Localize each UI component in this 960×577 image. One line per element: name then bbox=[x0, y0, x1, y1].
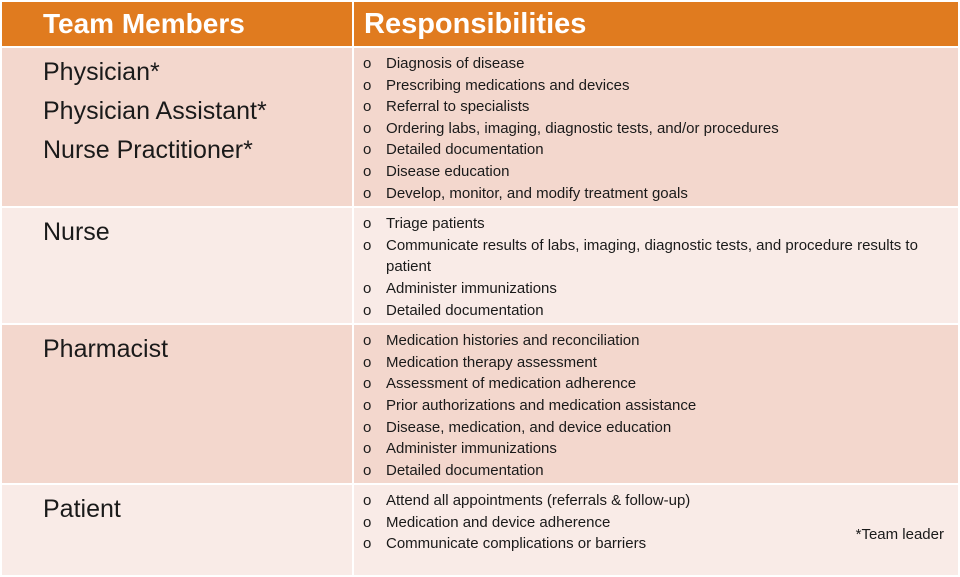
bullet-icon: o bbox=[363, 279, 372, 297]
bullet-icon: o bbox=[363, 76, 372, 94]
team-member-name: Nurse Practitioner* bbox=[43, 136, 253, 164]
team-leader-footnote: *Team leader bbox=[855, 526, 944, 543]
bullet-icon: o bbox=[363, 492, 372, 510]
responsibilities-cell bbox=[354, 48, 958, 206]
table-row bbox=[2, 208, 958, 323]
responsibility-item: o Detailed documentation bbox=[363, 300, 952, 322]
responsibility-item: o Prior authorizations and medication assistance bbox=[363, 395, 952, 417]
responsibility-item: o Diagnosis of disease bbox=[363, 53, 952, 75]
table-header-row bbox=[2, 2, 958, 46]
bullet-icon: o bbox=[363, 184, 372, 202]
responsibility-item: o Medication and device adherence bbox=[363, 512, 952, 534]
table-row bbox=[2, 325, 958, 483]
table-row bbox=[2, 485, 958, 575]
team-member-cell bbox=[2, 485, 352, 575]
team-member-name: Pharmacist bbox=[43, 335, 169, 364]
responsibility-item: o Develop, monitor, and modify treatment goals bbox=[363, 183, 952, 205]
team-member-cell bbox=[2, 48, 352, 206]
team-member-cell bbox=[2, 208, 352, 323]
table-row bbox=[2, 48, 958, 206]
bullet-icon: o bbox=[363, 535, 372, 553]
header-responsibilities: Responsibilities bbox=[354, 2, 958, 46]
responsibility-item: o Ordering labs, imaging, diagnostic tests, and/or procedures bbox=[363, 118, 952, 140]
responsibility-item: o Detailed documentation bbox=[363, 460, 952, 482]
responsibility-item: o Medication therapy assessment bbox=[363, 352, 952, 374]
bullet-icon: o bbox=[363, 375, 372, 393]
header-team-members: Team Members bbox=[2, 2, 352, 46]
bullet-icon: o bbox=[363, 141, 372, 159]
bullet-icon: o bbox=[363, 461, 372, 479]
bullet-icon: o bbox=[363, 440, 372, 458]
team-member-name: Nurse bbox=[43, 218, 110, 247]
bullet-icon: o bbox=[363, 301, 372, 319]
responsibility-item: o Attend all appointments (referrals & follow-up) bbox=[363, 490, 952, 512]
responsibility-item: o Assessment of medication adherence bbox=[363, 373, 952, 395]
responsibilities-cell bbox=[354, 325, 958, 483]
bullet-icon: o bbox=[363, 236, 372, 254]
bullet-icon: o bbox=[363, 119, 372, 137]
bullet-icon: o bbox=[363, 396, 372, 414]
bullet-icon: o bbox=[363, 98, 372, 116]
bullet-icon: o bbox=[363, 418, 372, 436]
responsibility-item: o Referral to specialists bbox=[363, 96, 952, 118]
responsibility-item: o Detailed documentation bbox=[363, 139, 952, 161]
team-member-name: Physician Assistant* bbox=[43, 97, 267, 125]
responsibilities-cell bbox=[354, 208, 958, 323]
bullet-icon: o bbox=[363, 215, 372, 233]
responsibility-item: o Medication histories and reconciliation bbox=[363, 330, 952, 352]
responsibility-item: o Disease, medication, and device education bbox=[363, 417, 952, 439]
responsibility-item: o Communicate results of labs, imaging, diagnostic tests, and procedure results to patient bbox=[363, 236, 918, 276]
responsibility-list bbox=[363, 330, 952, 481]
responsibility-item: o Communicate complications or barriers bbox=[363, 533, 952, 555]
bullet-icon: o bbox=[363, 162, 372, 180]
responsibility-list bbox=[363, 213, 952, 321]
responsibility-list bbox=[363, 53, 952, 204]
bullet-icon: o bbox=[363, 55, 372, 72]
team-member-cell bbox=[2, 325, 352, 483]
team-member-name: Physician* bbox=[43, 58, 160, 86]
responsibility-item: o Administer immunizations bbox=[363, 278, 952, 300]
team-member-name: Patient bbox=[43, 495, 121, 524]
responsibility-item: o Triage patients bbox=[363, 213, 952, 235]
bullet-icon: o bbox=[363, 353, 372, 371]
responsibility-item: o Prescribing medications and devices bbox=[363, 75, 952, 97]
bullet-icon: o bbox=[363, 513, 372, 531]
responsibility-item: o Administer immunizations bbox=[363, 438, 952, 460]
responsibility-list bbox=[363, 490, 952, 555]
responsibility-item: o Disease education bbox=[363, 161, 952, 183]
bullet-icon: o bbox=[363, 332, 372, 350]
